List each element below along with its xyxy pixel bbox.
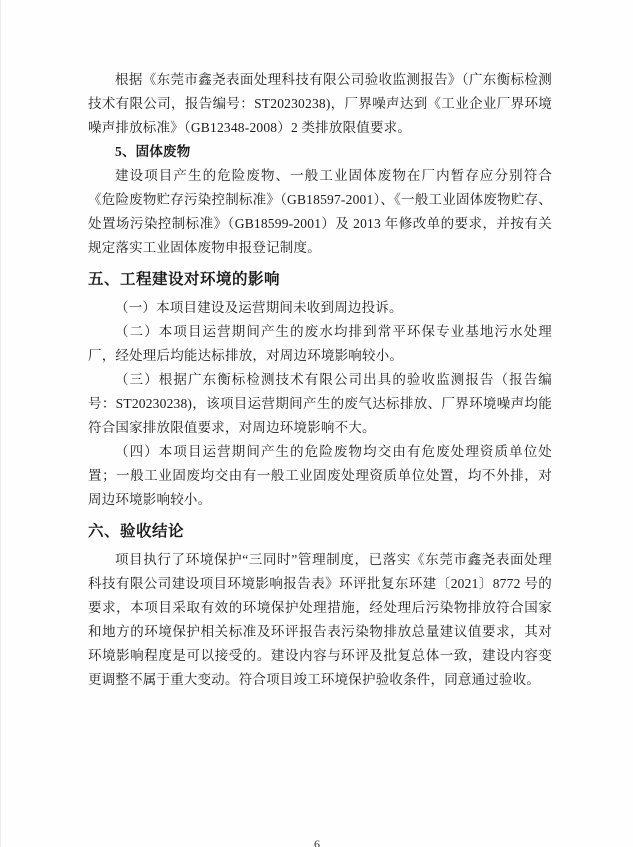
paragraph-conclusion: 项目执行了环境保护“三同时”管理制度，已落实《东莞市鑫尧表面处理科技有限公司建设项目环境影响报告表》环评批复东环建〔2021〕8772 号的要求，本项目采取有效的环境保护处理措施，经处理后污染物排放符合国家和地方的环境保护相关标准及环评报告表污染物排放总量建议值要求，其对环境影响程度是可以接受的。建设内容与环评及批复总体一致，建设内容变更调整不属于重大变动。符合项目竣工环境保护验收条件，同意通过验收。 — [88, 552, 552, 687]
paragraph-noise-standard: 根据《东莞市鑫尧表面处理科技有限公司验收监测报告》（广东衡标检测技术有限公司，报告编号：ST20230238)，厂界噪声达到《工业企业厂界环境噪声排放标准》（GB12348-2008）2 类排放限值要求。 — [88, 72, 552, 135]
document-content — [88, 68, 552, 692]
paragraph-item-4: （四）本项目运营期间产生的危险废物均交由有危废处理资质单位处置；一般工业固废均交由有一般工业固废处理资质单位处置，均不外排，对周边环境影响较小。 — [88, 444, 552, 507]
paragraph-item-2: （二）本项目运营期间产生的废水均排到常平环保专业基地污水处理厂，经处理后均能达标排放，对周边环境影响较小。 — [88, 324, 552, 363]
paragraph-item-3: （三）根据广东衡标检测技术有限公司出具的验收监测报告（报告编号：ST20230238)，该项目运营期间产生的废气达标排放、厂界环境噪声均能符合国家排放限值要求，对周边环境影响不大。 — [88, 372, 552, 435]
paragraph-item-1: （一）本项目建设及运营期间未收到周边投诉。 — [115, 300, 403, 315]
page-number: 6 — [314, 837, 320, 847]
paragraph-solid-waste: 建设项目产生的危险废物、一般工业固体废物在厂内暂存应分别符合《危险废物贮存污染控制标准》（GB18597-2001）、《一般工业固体废物贮存、处置场污染控制标准》（GB18599-2001）及 2013 年修改单的要求，并按有关规定落实工业固体废物申报登记制度。 — [88, 168, 552, 255]
section-heading-acceptance-conclusion: 六、验收结论 — [88, 523, 185, 540]
section-heading-environment-impact: 五、工程建设对环境的影响 — [88, 271, 281, 288]
subsection-heading-solid-waste: 5、固体废物 — [115, 144, 191, 159]
